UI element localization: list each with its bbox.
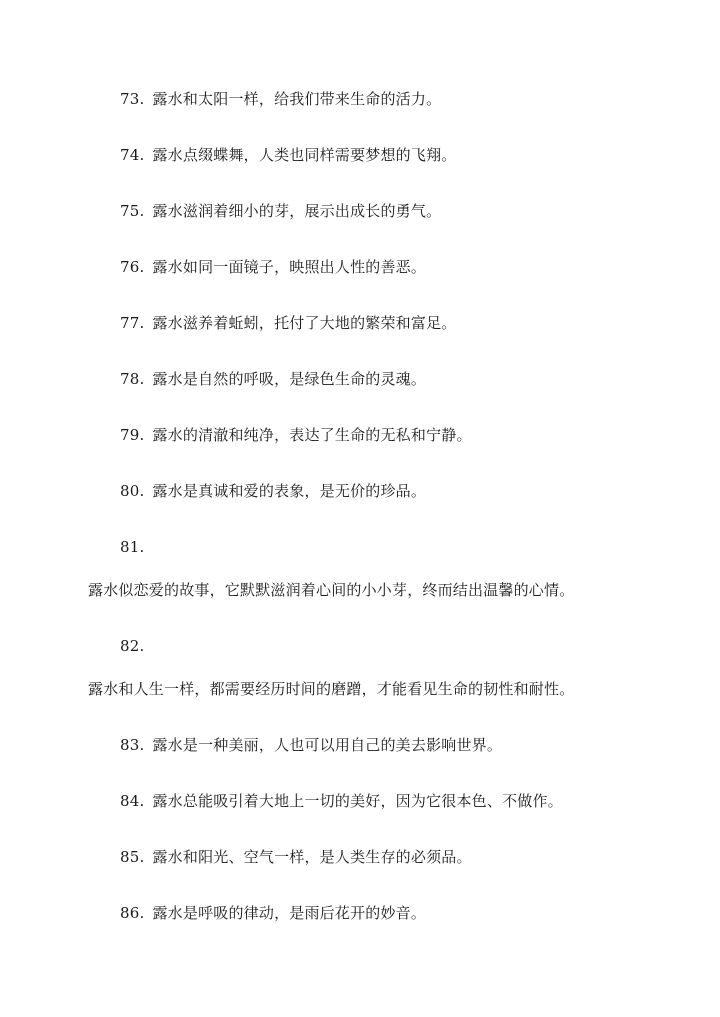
item-number: 86. (120, 904, 145, 922)
item-number: 85. (120, 848, 145, 866)
item-text: 露水点缀蝶舞，人类也同样需要梦想的飞翔。 (152, 146, 457, 164)
item-number: 78. (120, 370, 145, 388)
item-text: 露水和阳光、空气一样，是人类生存的必须品。 (152, 848, 472, 866)
list-item (120, 257, 426, 277)
item-text: 露水滋润着细小的芽，展示出成长的勇气。 (152, 202, 442, 220)
item-number: 84. (120, 792, 145, 810)
item-number: 74. (120, 146, 145, 164)
list-item (120, 425, 472, 445)
item-text: 露水如同一面镜子，映照出人性的善恶。 (152, 258, 427, 276)
list-item (120, 735, 502, 755)
item-text: 露水似恋爱的故事，它默默滋润着心间的小小芽，终而结出温馨的心情。 (88, 581, 575, 599)
list-item (120, 89, 441, 109)
item-number: 83. (120, 736, 145, 754)
item-text: 露水的清澈和纯净，表达了生命的无私和宁静。 (152, 426, 472, 444)
item-text: 露水和太阳一样，给我们带来生命的活力。 (152, 90, 442, 108)
item-text: 露水总能吸引着大地上一切的美好，因为它很本色、不做作。 (152, 792, 563, 810)
list-item (120, 313, 456, 333)
item-number: 81. (120, 538, 145, 556)
item-number: 80. (120, 482, 145, 500)
list-item (120, 145, 456, 165)
item-text: 露水和人生一样，都需要经历时间的磨蹭，才能看见生命的韧性和耐性。 (88, 680, 575, 698)
item-number: 82. (120, 637, 145, 655)
item-text: 露水是一种美丽，人也可以用自己的美去影响世界。 (152, 736, 503, 754)
item-number: 75. (120, 202, 145, 220)
item-number: 79. (120, 426, 145, 444)
item-number: 77. (120, 314, 145, 332)
list-item (120, 201, 441, 221)
item-text: 露水滋养着蚯蚓，托付了大地的繁荣和富足。 (152, 314, 457, 332)
list-item (120, 791, 563, 811)
item-text: 露水是真诚和爱的表象，是无价的珍品。 (152, 482, 427, 500)
item-text: 露水是自然的呼吸，是绿色生命的灵魂。 (152, 370, 427, 388)
list-item (120, 903, 426, 923)
list-item (120, 369, 426, 389)
list-item (120, 481, 426, 501)
item-text: 露水是呼吸的律动，是雨后花开的妙音。 (152, 904, 427, 922)
list-item (120, 847, 472, 867)
item-number: 76. (120, 258, 145, 276)
item-number: 73. (120, 90, 145, 108)
